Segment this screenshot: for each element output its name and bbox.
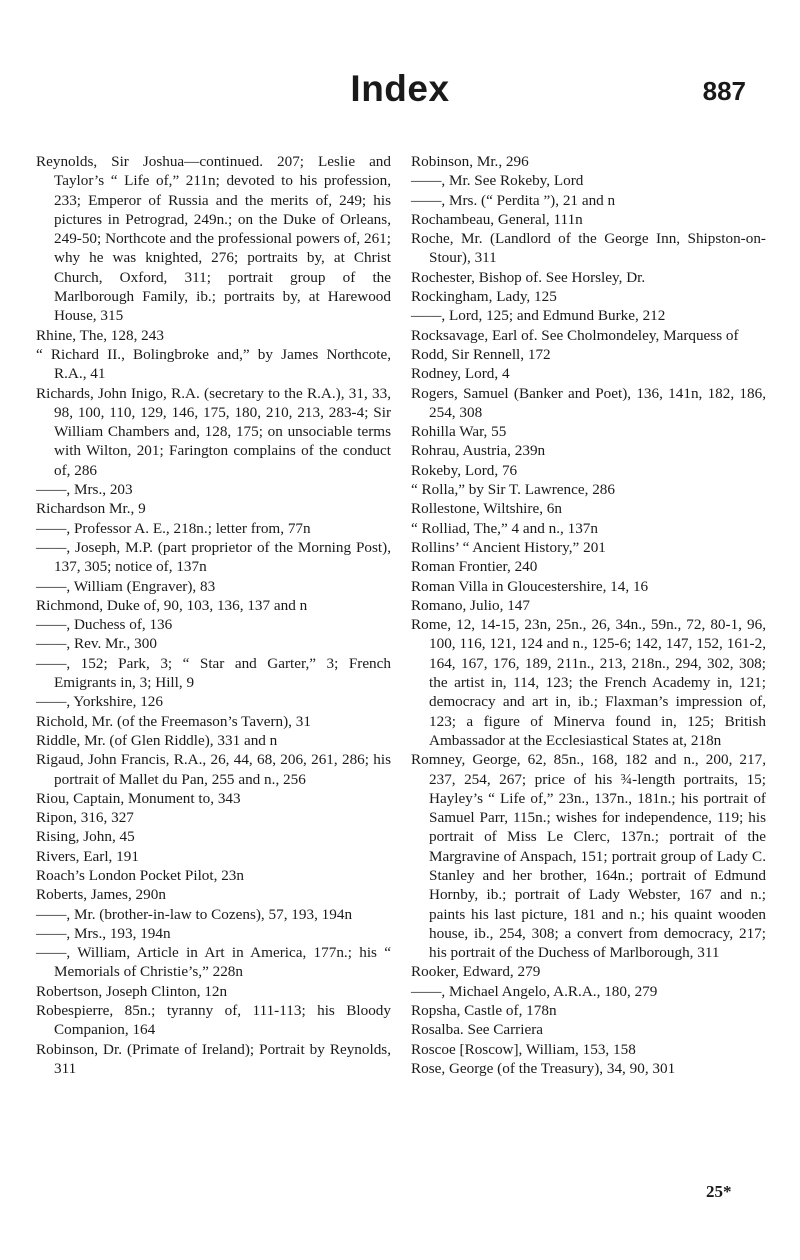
index-entry: ——, Professor A. E., 218n.; letter from, 77n bbox=[36, 519, 311, 537]
index-entry: Romney, George, 62, 85n., 168, 182 and n., 200, 217, 237, 254, 267; price of his ¾-length portraits, 15; Hayley’s “ Life of,” 23n., 137n., 181n.; his portrait of Samuel Parr, 115n.; wishes for independence, 119; his portrait of Miss Le Clerc, 137n.; portrait of the Margravine of Anspach, 151; portrait group of Lady C. Stanley and her brother, 164n.; portrait of Edmund Hornby, ib.; portrait of Lady Webster, 167 and n.; paints his last picture, 181 and n.; his quaint wooden house, ib., 254, 308; a convert from democracy, 217; his portrait of the Duchess of Marlborough, 311 bbox=[411, 751, 766, 962]
index-entry: Robespierre, 85n.; tyranny of, 111-113; his Bloody Companion, 164 bbox=[36, 1002, 391, 1039]
page-header bbox=[0, 68, 800, 118]
page-title: Index bbox=[350, 68, 450, 109]
index-entry: ——, Mrs. (“ Perdita ”), 21 and n bbox=[411, 191, 616, 209]
index-entry: Rochambeau, General, 111n bbox=[411, 210, 583, 228]
index-entry: Roman Villa in Gloucestershire, 14, 16 bbox=[411, 577, 649, 595]
index-entry: Richold, Mr. (of the Freemason’s Tavern), 31 bbox=[36, 712, 311, 730]
index-entry: ——, Mr. See Rokeby, Lord bbox=[411, 172, 584, 190]
index-entry: “ Richard II., Bolingbroke and,” by James Northcote, R.A., 41 bbox=[36, 345, 391, 383]
index-column-left bbox=[36, 152, 391, 1078]
index-column-right bbox=[411, 152, 766, 1078]
index-entry: Rising, John, 45 bbox=[36, 828, 135, 846]
page-number: 887 bbox=[702, 76, 746, 106]
index-entry: Rohilla War, 55 bbox=[411, 423, 507, 441]
index-entry: Roscoe [Roscow], William, 153, 158 bbox=[411, 1040, 636, 1058]
index-entry: Rokeby, Lord, 76 bbox=[411, 461, 518, 479]
index-entry: Rome, 12, 14-15, 23n, 25n., 26, 34n., 59n., 72, 80-1, 96, 100, 116, 121, 124 and n., 125-6; 142, 147, 152, 161-2, 164, 167, 176, 189, 211n., 213, 218n., 294, 302, 308; the artist in, 114, 123; the French Academy in, 121; democracy and art in, ib.; Flaxman’s impression of, 123; a figure of Minerva found in, 125; British Ambassador at the Ecclesiastical States at, 218n bbox=[411, 616, 766, 749]
index-entry: Rhine, The, 128, 243 bbox=[36, 326, 164, 344]
index-entry: Reynolds, Sir Joshua—continued. 207; Leslie and Taylor’s “ Life of,” 211n; devoted to his profession, 233; Emperor of Russia and the merits of, 249; his pictures in Petrograd, 249n.; on the Duke of Orleans, 249-50; Northcote and the professional powers of, 261; why he was knighted, 276; portraits by, at Christ Church, Oxford, 311; portrait group of the Marlborough Family, ib.; portraits by, at Harewood House, 315 bbox=[36, 153, 391, 325]
index-entry: Rockingham, Lady, 125 bbox=[411, 288, 557, 306]
index-entry: Rohrau, Austria, 239n bbox=[411, 442, 546, 460]
index-entry: ——, Lord, 125; and Edmund Burke, 212 bbox=[411, 307, 666, 325]
index-entry: ——, Mr. (brother-in-law to Cozens), 57, 193, 194n bbox=[36, 905, 353, 923]
index-entry: ——, Mrs., 193, 194n bbox=[36, 924, 171, 942]
index-entry: ——, Michael Angelo, A.R.A., 180, 279 bbox=[411, 982, 658, 1000]
index-entry: Robinson, Mr., 296 bbox=[411, 153, 529, 170]
index-entry: Rodd, Sir Rennell, 172 bbox=[411, 345, 551, 363]
index-entry: Rigaud, John Francis, R.A., 26, 44, 68, 206, 261, 286; his portrait of Mallet du Pan, 255 and n., 256 bbox=[36, 751, 391, 788]
index-entry: Richards, John Inigo, R.A. (secretary to the R.A.), 31, 33, 98, 100, 110, 129, 146, 175, 180, 210, 213, 283-4; Sir William Chambers and, 128, 175; on unsociable terms with Wilton, 201; Farington complains of the conduct of, 286 bbox=[36, 384, 391, 479]
index-entry: Rosalba. See Carriera bbox=[411, 1021, 543, 1039]
index-entry: Rogers, Samuel (Banker and Poet), 136, 141n, 182, 186, 254, 308 bbox=[411, 384, 766, 421]
index-entry: Ropsha, Castle of, 178n bbox=[411, 1002, 557, 1020]
index-entry: Rivers, Earl, 191 bbox=[36, 847, 139, 865]
index-entry: ——, William, Article in Art in America, 177n.; his “ Memorials of Christie’s,” 228n bbox=[36, 944, 391, 981]
index-entry: ——, Mrs., 203 bbox=[36, 481, 133, 499]
index-entry: ——, Rev. Mr., 300 bbox=[36, 635, 157, 653]
index-entry: Roche, Mr. (Landlord of the George Inn, Shipston-on-Stour), 311 bbox=[411, 230, 766, 267]
index-entry: ——, Duchess of, 136 bbox=[36, 616, 173, 634]
index-entry: Rochester, Bishop of. See Horsley, Dr. bbox=[411, 268, 646, 286]
index-entry: “ Rolliad, The,” 4 and n., 137n bbox=[411, 519, 598, 537]
index-entry: Richmond, Duke of, 90, 103, 136, 137 and n bbox=[36, 596, 308, 614]
index-entry: Richardson Mr., 9 bbox=[36, 500, 146, 518]
index-entry: ——, William (Engraver), 83 bbox=[36, 577, 216, 595]
index-entry: Rollestone, Wiltshire, 6n bbox=[411, 500, 562, 518]
index-entry: Roberts, James, 290n bbox=[36, 886, 166, 904]
index-entry: Romano, Julio, 147 bbox=[411, 596, 530, 614]
index-entry: Rodney, Lord, 4 bbox=[411, 365, 510, 383]
index-entry: ——, 152; Park, 3; “ Star and Garter,” 3; French Emigrants in, 3; Hill, 9 bbox=[36, 654, 391, 692]
index-entry: Ripon, 316, 327 bbox=[36, 809, 134, 827]
signature-mark: 25* bbox=[706, 1182, 732, 1201]
index-entry: Rocksavage, Earl of. See Cholmondeley, Marquess of bbox=[411, 326, 739, 344]
index-entry: Robertson, Joseph Clinton, 12n bbox=[36, 982, 228, 1000]
index-entry: Rose, George (of the Treasury), 34, 90, 301 bbox=[411, 1059, 676, 1077]
index-entry: Robinson, Dr. (Primate of Ireland); Portrait by Reynolds, 311 bbox=[36, 1040, 391, 1077]
index-entry: Riou, Captain, Monument to, 343 bbox=[36, 789, 241, 807]
index-entry: “ Rolla,” by Sir T. Lawrence, 286 bbox=[411, 481, 615, 499]
index-entry: Roach’s London Pocket Pilot, 23n bbox=[36, 866, 244, 884]
index-entry: Riddle, Mr. (of Glen Riddle), 331 and n bbox=[36, 731, 278, 749]
index-entry: ——, Yorkshire, 126 bbox=[36, 693, 163, 711]
index-entry: ——, Joseph, M.P. (part proprietor of the Morning Post), 137, 305; notice of, 137n bbox=[36, 538, 391, 576]
index-entry: Roman Frontier, 240 bbox=[411, 558, 538, 576]
index-entry: Rooker, Edward, 279 bbox=[411, 963, 541, 981]
index-entry: Rollins’ “ Ancient History,” 201 bbox=[411, 538, 606, 556]
